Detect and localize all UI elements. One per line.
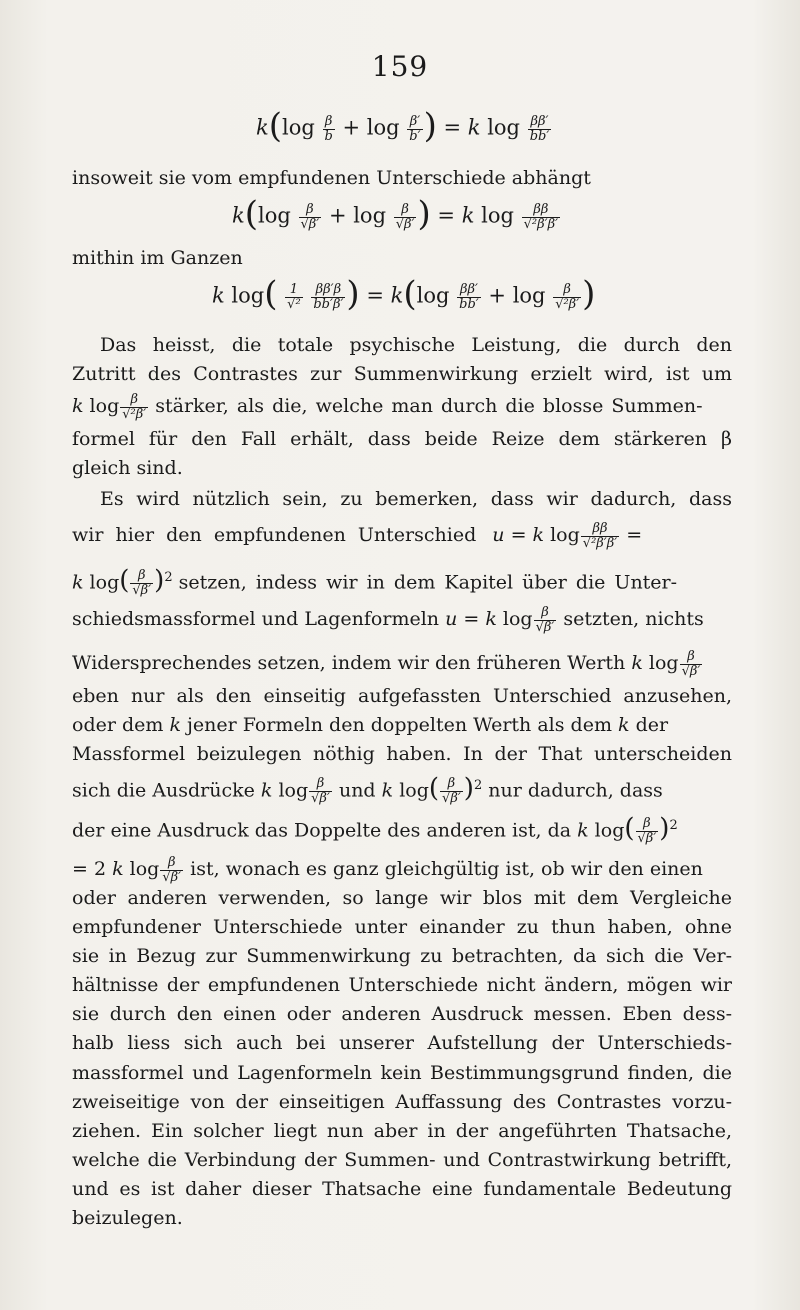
equation-3: k log( $\frac{1}{\text{√²}}$ $\frac{\beta\beta'\beta}{bb'\beta'}$ ) = k(log $\frac{\beta\beta'}{bb'}$ + log $\frac{\beta}{\text{√²β′}}$ ) xyxy=(212,274,596,314)
para2-line11: = 2 k log $\frac{\beta}{√\beta'}$ ist, wonach es ganz gleichgültig ist, ob wir den einen xyxy=(72,855,703,885)
para2-line3: k log( $\frac{\beta}{√\beta'}$ )$^2$ setzen, indess wir in dem Kapitel über die Unter- xyxy=(72,565,678,598)
body-line-3: sie in Bezug zur Summenwirkung zu betrachten, da sich die Ver- xyxy=(72,945,732,968)
body-line-8: zweiseitige von der einseitigen Auffassung des Contrastes vorzu- xyxy=(72,1090,732,1113)
para2-line11-text: ist, wonach es ganz gleichgültig ist, ob wir den einen xyxy=(190,858,703,881)
para2-line4: schiedsmassformel und Lagenformeln u = k log $\frac{\beta}{√\beta'}$ setzten, nichts xyxy=(72,605,704,635)
body-line-12: beizulegen. xyxy=(72,1207,183,1230)
para2-line7: oder dem k jener Formeln den doppelten Werth als dem k der xyxy=(72,714,669,736)
body-line-7: massformel und Lagenformeln kein Bestimmungsgrund finden, die xyxy=(72,1061,732,1084)
body-line-2: empfundener Unterschiede unter einander zu thun haben, ohne xyxy=(72,916,732,939)
para2-line4-text-a: schiedsmassformel und Lagenformeln xyxy=(72,608,440,631)
para2-line10: der eine Ausdruck das Doppelte des anderen ist, da k log( $\frac{\beta}{√\beta'}$ )$^2$ xyxy=(72,813,678,846)
para2-line1: Es wird nützlich sein, zu bemerken, dass wir dadurch, dass xyxy=(100,488,732,510)
para1-line3: k log $\frac{\beta}{\text{√²β′}}$ stärker, als die, welche man durch die blosse Summen- xyxy=(72,392,703,422)
para2-line7-b: jener Formeln den doppelten Werth als dem xyxy=(187,714,612,736)
body-line-6: halb liess sich auch bei unserer Aufstellung der Unterschieds- xyxy=(72,1032,732,1055)
para2-line7-a: oder dem xyxy=(72,714,164,736)
para2-line9-c: nur dadurch, dass xyxy=(488,779,663,802)
para2-line9-a: sich die Ausdrücke xyxy=(72,779,255,802)
para2-line9: sich die Ausdrücke k log $\frac{\beta}{√\beta'}$ und k log( $\frac{\beta}{√\beta'}$ )$^2$ nur dadurch, dass xyxy=(72,773,663,806)
para2-line4-text-b: setzten, nichts xyxy=(563,608,704,631)
para2-line2: wir hier den empfundenen Unterschied u = k log $\frac{\beta\beta}{\text{√²β′β′}}$ = xyxy=(72,521,643,551)
para1-line1: Das heisst, die totale psychische Leistung, die durch den xyxy=(100,334,732,356)
para2-line8: Massformel beizulegen nöthig haben. In der That unterscheiden xyxy=(72,743,732,765)
para2-line5-text: Widersprechendes setzen, indem wir den früheren Werth xyxy=(72,652,626,675)
para2-line2-text: wir hier den empfundenen Unterschied xyxy=(72,524,477,547)
para2-line10-text: der eine Ausdruck das Doppelte des anderen ist, da xyxy=(72,819,572,842)
text-line-insoweit: insoweit sie vom empfundenen Unterschiede abhängt xyxy=(72,167,591,189)
body-line-5: sie durch den einen oder anderen Ausdruck messen. Eben dess- xyxy=(72,1003,732,1026)
para2-line5: Widersprechendes setzen, indem wir den früheren Werth k log $\frac{\beta}{√\beta'}$ xyxy=(72,649,701,679)
body-line-11: und es ist daher dieser Thatsache eine fundamentale Bedeutung xyxy=(72,1177,732,1200)
body-line-9: ziehen. Ein solcher liegt nun aber in der angeführten Thatsache, xyxy=(72,1119,732,1142)
page-number: 159 xyxy=(371,50,429,83)
equation-2: k(log $\frac{\beta}{√\beta'}$ + log $\frac{\beta}{√\beta'}$ ) = k log $\frac{\beta\beta}{\text{√²β′β′}}$ xyxy=(232,194,559,234)
para2-line6: eben nur als den einseitig aufgefassten Unterschied anzusehen, xyxy=(72,685,732,707)
para2-line9-b: und xyxy=(338,779,376,802)
para1-line3-text: stärker, als die, welche man durch die blosse Summen- xyxy=(155,395,703,418)
para2-line7-c: der xyxy=(635,714,669,736)
para1-line2: Zutritt des Contrastes zur Summenwirkung erzielt wird, ist um xyxy=(72,363,732,385)
body-line-4: hältnisse der empfundenen Unterschiede nicht ändern, mögen wir xyxy=(72,974,732,997)
body-line-10: welche die Verbindung der Summen- und Contrastwirkung betrifft, xyxy=(72,1148,732,1171)
para1-line4: formel für den Fall erhält, dass beide Reize dem stärkeren β xyxy=(72,428,732,450)
text-line-mithin: mithin im Ganzen xyxy=(72,247,243,269)
para1-line5: gleich sind. xyxy=(72,457,183,479)
paragraph-body xyxy=(72,884,732,1233)
body-line-1: oder anderen verwenden, so lange wir blos mit dem Vergleiche xyxy=(72,887,732,909)
para2-line3-text: setzen, indess wir in dem Kapitel über die Unter- xyxy=(178,571,678,594)
equation-1: k(log $\frac{\beta}{b}$ + log $\frac{\beta'}{b'}$ ) = k log $\frac{\beta\beta'}{bb'}$ xyxy=(256,106,550,146)
